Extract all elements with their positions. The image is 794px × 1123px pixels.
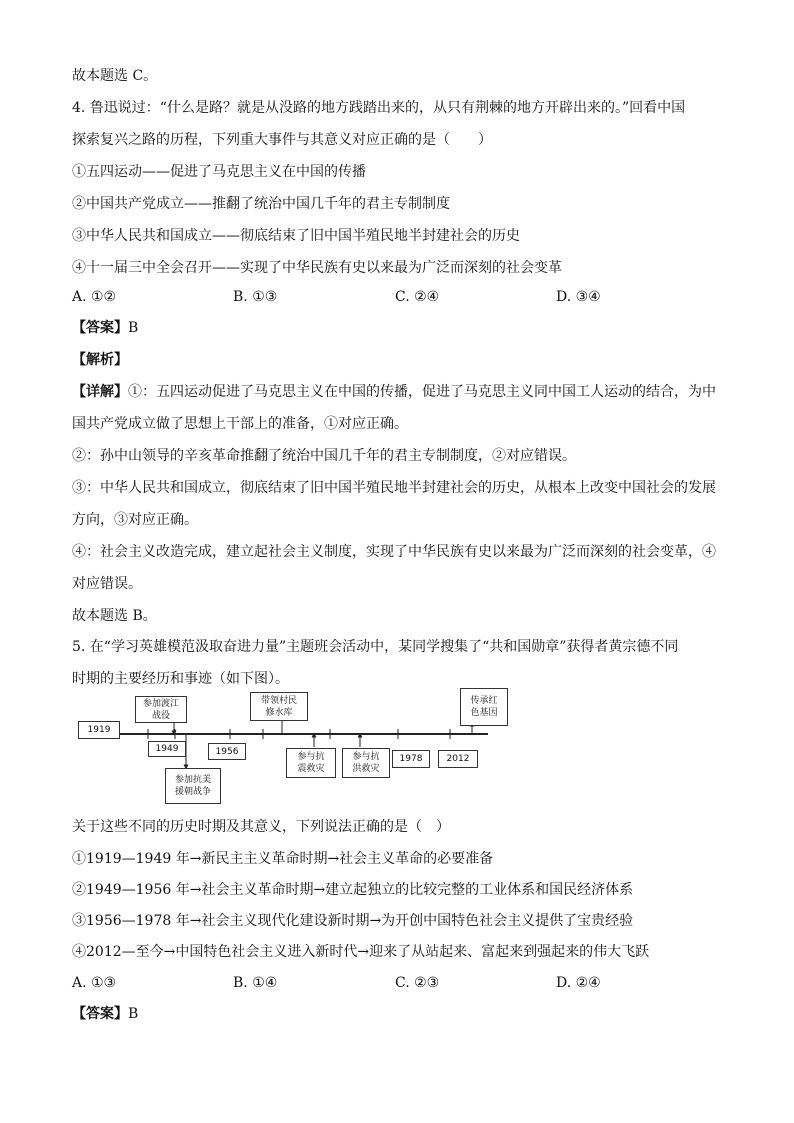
year-box-2012: 2012 (438, 750, 478, 768)
q4-option-c: C. ②④ (395, 289, 440, 305)
q5-option-a: A. ①③ (72, 975, 117, 991)
q4-detail-1-cont: 国共产党成立做了思想上干部上的准备，①对应正确。 (72, 416, 408, 432)
q4-item-4: ④十一届三中全会召开——实现了中华民族有史以来最为广泛而深刻的社会变革 (72, 260, 562, 276)
q4-option-a: A. ①② (72, 289, 117, 305)
q5-option-d: D. ②④ (556, 975, 601, 991)
year-box-1949: 1949 (148, 741, 186, 757)
event-box-reservoir: 带领村民修水库 (250, 692, 308, 721)
q4-item-2: ②中国共产党成立——推翻了统治中国几千年的君主专制制度 (72, 196, 450, 212)
q5-item-1: ①1919—1949 年→新民主主义革命时期→社会主义革命的必要准备 (72, 851, 494, 867)
answer-value: B (128, 1006, 139, 1022)
q5-item-4: ④2012—至今→中国特色社会主义进入新时代→迎来了从站起来、富起来到强起来的伟大飞跃 (72, 944, 650, 960)
q5-item-3: ③1956—1978 年→社会主义现代化建设新时期→为开创中国特色社会主义提供了宝贵经验 (72, 913, 634, 929)
q5-stem: 5. 在“学习英雄模范汲取奋进力量”主题班会活动中，某同学搜集了“共和国勋章”获得者黄宗德不同 (72, 639, 679, 655)
answer-tag: 【答案】 (72, 320, 128, 336)
q4-detail-3-cont: 方向，③对应正确。 (72, 512, 198, 528)
q5-option-c: C. ②③ (395, 975, 440, 991)
q4-stem: 4. 鲁迅说过：“什么是路？就是从没路的地方践踏出来的，从只有荆棘的地方开辟出来的。”回看中国 (72, 100, 686, 116)
event-box-crossing-river: 参加渡江战役 (135, 696, 187, 723)
q4-detail-4: ④：社会主义改造完成，建立起社会主义制度，实现了中华民族有史以来最为广泛而深刻的社会变革，④ (72, 544, 716, 560)
q4-item-3: ③中华人民共和国成立——彻底结束了旧中国半殖民地半封建社会的历史 (72, 228, 520, 244)
q5-item-2: ②1949—1956 年→社会主义革命时期→建立起独立的比较完整的工业体系和国民经济体系 (72, 882, 634, 898)
q4-item-1: ①五四运动——促进了马克思主义在中国的传播 (72, 164, 366, 180)
event-box-earthquake-relief: 参与抗震救灾 (286, 748, 336, 778)
q4-option-b: B. ①③ (233, 289, 278, 305)
q4-stem-cont: 探索复兴之路的历程，下列重大事件与其意义对应正确的是（ ） (72, 132, 492, 148)
answer-value: B (128, 320, 139, 336)
year-box-1956: 1956 (208, 743, 246, 760)
q5-stem-cont: 时期的主要经历和事迹（如下图）。 (72, 671, 289, 687)
q5-answer (72, 1005, 138, 1023)
q4-answer (72, 319, 138, 337)
q4-option-d: D. ③④ (556, 289, 601, 305)
q4-detail-4-cont: 对应错误。 (72, 576, 142, 592)
q4-final: 故本题选 B。 (72, 608, 157, 624)
detail-text: ①：五四运动促进了马克思主义在中国的传播，促进了马克思主义同中国工人运动的结合，为中 (128, 384, 716, 400)
q5-question: 关于这些不同的历史时期及其意义，下列说法正确的是（ ） (72, 819, 450, 835)
event-box-korean-war: 参加抗美援朝战争 (165, 768, 221, 804)
event-box-red-gene: 传承红色基因 (460, 688, 508, 726)
detail-tag: 【详解】 (72, 384, 128, 400)
year-box-1919: 1919 (78, 721, 120, 739)
year-box-1978: 1978 (392, 750, 430, 768)
q4-analysis-tag: 【解析】 (72, 352, 128, 368)
event-box-flood-relief: 参与抗洪救灾 (342, 748, 390, 778)
q4-detail-1 (72, 383, 716, 401)
text-line: 故本题选 C。 (72, 68, 158, 84)
q4-detail-3: ③：中华人民共和国成立，彻底结束了旧中国半殖民地半封建社会的历史，从根本上改变中国社会的发展 (72, 480, 716, 496)
q5-option-b: B. ①④ (233, 975, 278, 991)
answer-tag: 【答案】 (72, 1006, 128, 1022)
q4-detail-2: ②：孙中山领导的辛亥革命推翻了统治中国几千年的君主专制制度，②对应错误。 (72, 448, 576, 464)
